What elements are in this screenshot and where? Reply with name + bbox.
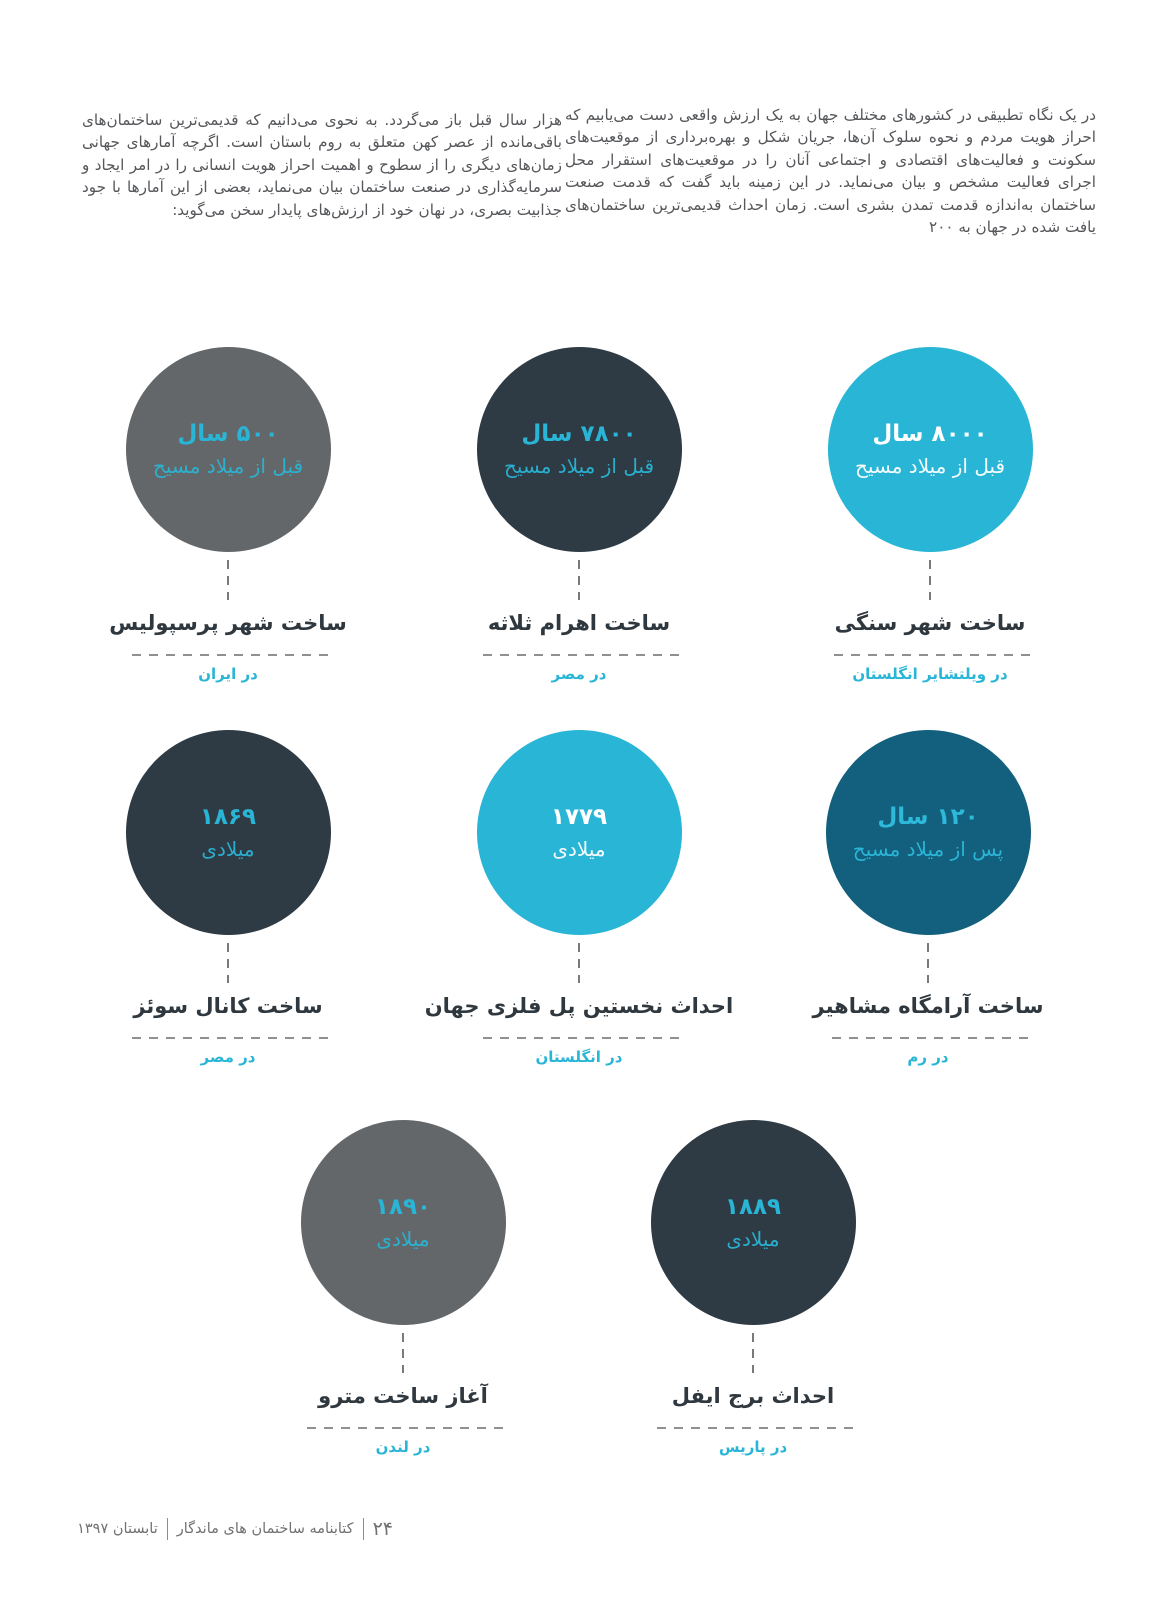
footer-separator [167, 1518, 168, 1540]
timeline-circle [826, 730, 1031, 935]
timeline-circle [477, 347, 682, 552]
horizontal-dashed-divider [828, 1037, 1028, 1039]
timeline-label: آغاز ساخت مترو [318, 1384, 488, 1408]
footer-magazine-title: کتابنامه ساختمان های ماندگار [176, 1521, 354, 1537]
horizontal-dashed-divider [128, 654, 328, 656]
timeline-location: در ویلتشایر انگلستان [852, 665, 1008, 683]
timeline-label: ساخت آرامگاه مشاهیر [812, 994, 1044, 1018]
timeline-location: در انگلستان [535, 1048, 623, 1066]
timeline-item-stone-city [760, 347, 1100, 683]
timeline-era: قبل از میلاد مسیح [503, 454, 655, 478]
timeline-circle [828, 347, 1033, 552]
timeline-era: میلادی [726, 1227, 780, 1251]
vertical-dashed-connector [227, 943, 229, 983]
vertical-dashed-connector [927, 943, 929, 983]
timeline-item-persepolis [58, 347, 398, 683]
timeline-circle [301, 1120, 506, 1325]
timeline-label: ساخت اهرام ثلاثه [487, 611, 671, 635]
horizontal-dashed-divider [830, 654, 1030, 656]
timeline-year: ۱۸۹۰ [374, 1194, 432, 1220]
timeline-label: ساخت کانال سوئز [133, 994, 323, 1018]
timeline-item-metro [233, 1120, 573, 1456]
page-footer [77, 1514, 393, 1544]
timeline-year: ۸۰۰۰ سال [872, 421, 988, 447]
timeline-era: قبل از میلاد مسیح [854, 454, 1006, 478]
timeline-label: احداث برج ایفل [671, 1384, 835, 1408]
timeline-year: ۱۸۶۹ [199, 804, 257, 830]
vertical-dashed-connector [402, 1333, 404, 1373]
timeline-location: در مصر [200, 1048, 256, 1066]
timeline-item-eiffel-tower [583, 1120, 923, 1456]
vertical-dashed-connector [752, 1333, 754, 1373]
timeline-year: ۱۸۸۹ [724, 1194, 782, 1220]
timeline-location: در پاریس [718, 1438, 788, 1456]
timeline-era: پس از میلاد مسیح [852, 837, 1004, 861]
timeline-label: ساخت شهر پرسپولیس [109, 611, 347, 635]
intro-paragraph-right-column: در یک نگاه تطبیقی در کشورهای مختلف جهان به یک ارزش واقعی دست می‌یابیم که احراز هویت مردم و نحوه سلوک آن‌ها، جریان شکل و بهره‌برداری از موقعیت‌های سکونت و فعالیت‌های اقتصادی و اجتماعی آنان را در موقعیت‌های استقرار محل اجرای فعالیت مشخص و بیان می‌نماید. در این زمینه باید گفت که قدمت صنعت ساختمان به‌اندازه قدمت تمدن بشری است. زمان احداث قدیمی‌ترین ساختمان‌های یافت شده در جهان به ۲۰۰ [565, 106, 1096, 237]
horizontal-dashed-divider [303, 1427, 503, 1429]
timeline-year: ۱۲۰ سال [877, 804, 979, 830]
horizontal-dashed-divider [479, 654, 679, 656]
timeline-year: ۵۰۰ سال [177, 421, 279, 447]
footer-separator [363, 1518, 364, 1540]
timeline-item-iron-bridge [409, 730, 749, 1066]
timeline-circle [651, 1120, 856, 1325]
timeline-item-pyramids [409, 347, 749, 683]
horizontal-dashed-divider [653, 1427, 853, 1429]
timeline-year: ۱۷۷۹ [550, 804, 608, 830]
vertical-dashed-connector [227, 560, 229, 600]
timeline-era: قبل از میلاد مسیح [152, 454, 304, 478]
timeline-circle [126, 347, 331, 552]
timeline-year: ۷۸۰۰ سال [521, 421, 637, 447]
timeline-era: میلادی [201, 837, 255, 861]
horizontal-dashed-divider [479, 1037, 679, 1039]
timeline-item-suez-canal [58, 730, 398, 1066]
timeline-era: میلادی [376, 1227, 430, 1251]
timeline-era: میلادی [552, 837, 606, 861]
timeline-label: ساخت شهر سنگی [834, 611, 1026, 635]
timeline-circle [126, 730, 331, 935]
timeline-location: در رم [907, 1048, 949, 1066]
timeline-label: احداث نخستین پل فلزی جهان [424, 994, 734, 1018]
timeline-location: در لندن [375, 1438, 431, 1456]
vertical-dashed-connector [929, 560, 931, 600]
timeline-circle [477, 730, 682, 935]
footer-season: تابستان ۱۳۹۷ [77, 1521, 158, 1537]
horizontal-dashed-divider [128, 1037, 328, 1039]
vertical-dashed-connector [578, 943, 580, 983]
vertical-dashed-connector [578, 560, 580, 600]
timeline-location: در مصر [551, 665, 607, 683]
timeline-item-pantheon [758, 730, 1098, 1066]
intro-paragraph-left-column: هزار سال قبل باز می‌گردد. به نحوی می‌دانیم که قدیمی‌ترین ساختمان‌های باقی‌مانده از عصر کهن متعلق به روم باستان است. اگرچه آمارهای جهانی زمان‌های دیگری را از سطوح و اهمیت احراز هویت انسانی را در امر ایجاد و سرمایه‌گذاری در صنعت ساختمان بیان می‌نماید، بعضی از این آمارها با جود جذابیت بصری، در نهان خود از ارزش‌های پایدار سخن می‌گوید: [82, 111, 562, 219]
timeline-location: در ایران [198, 665, 258, 683]
page-number: ۲۴ [372, 1518, 393, 1540]
